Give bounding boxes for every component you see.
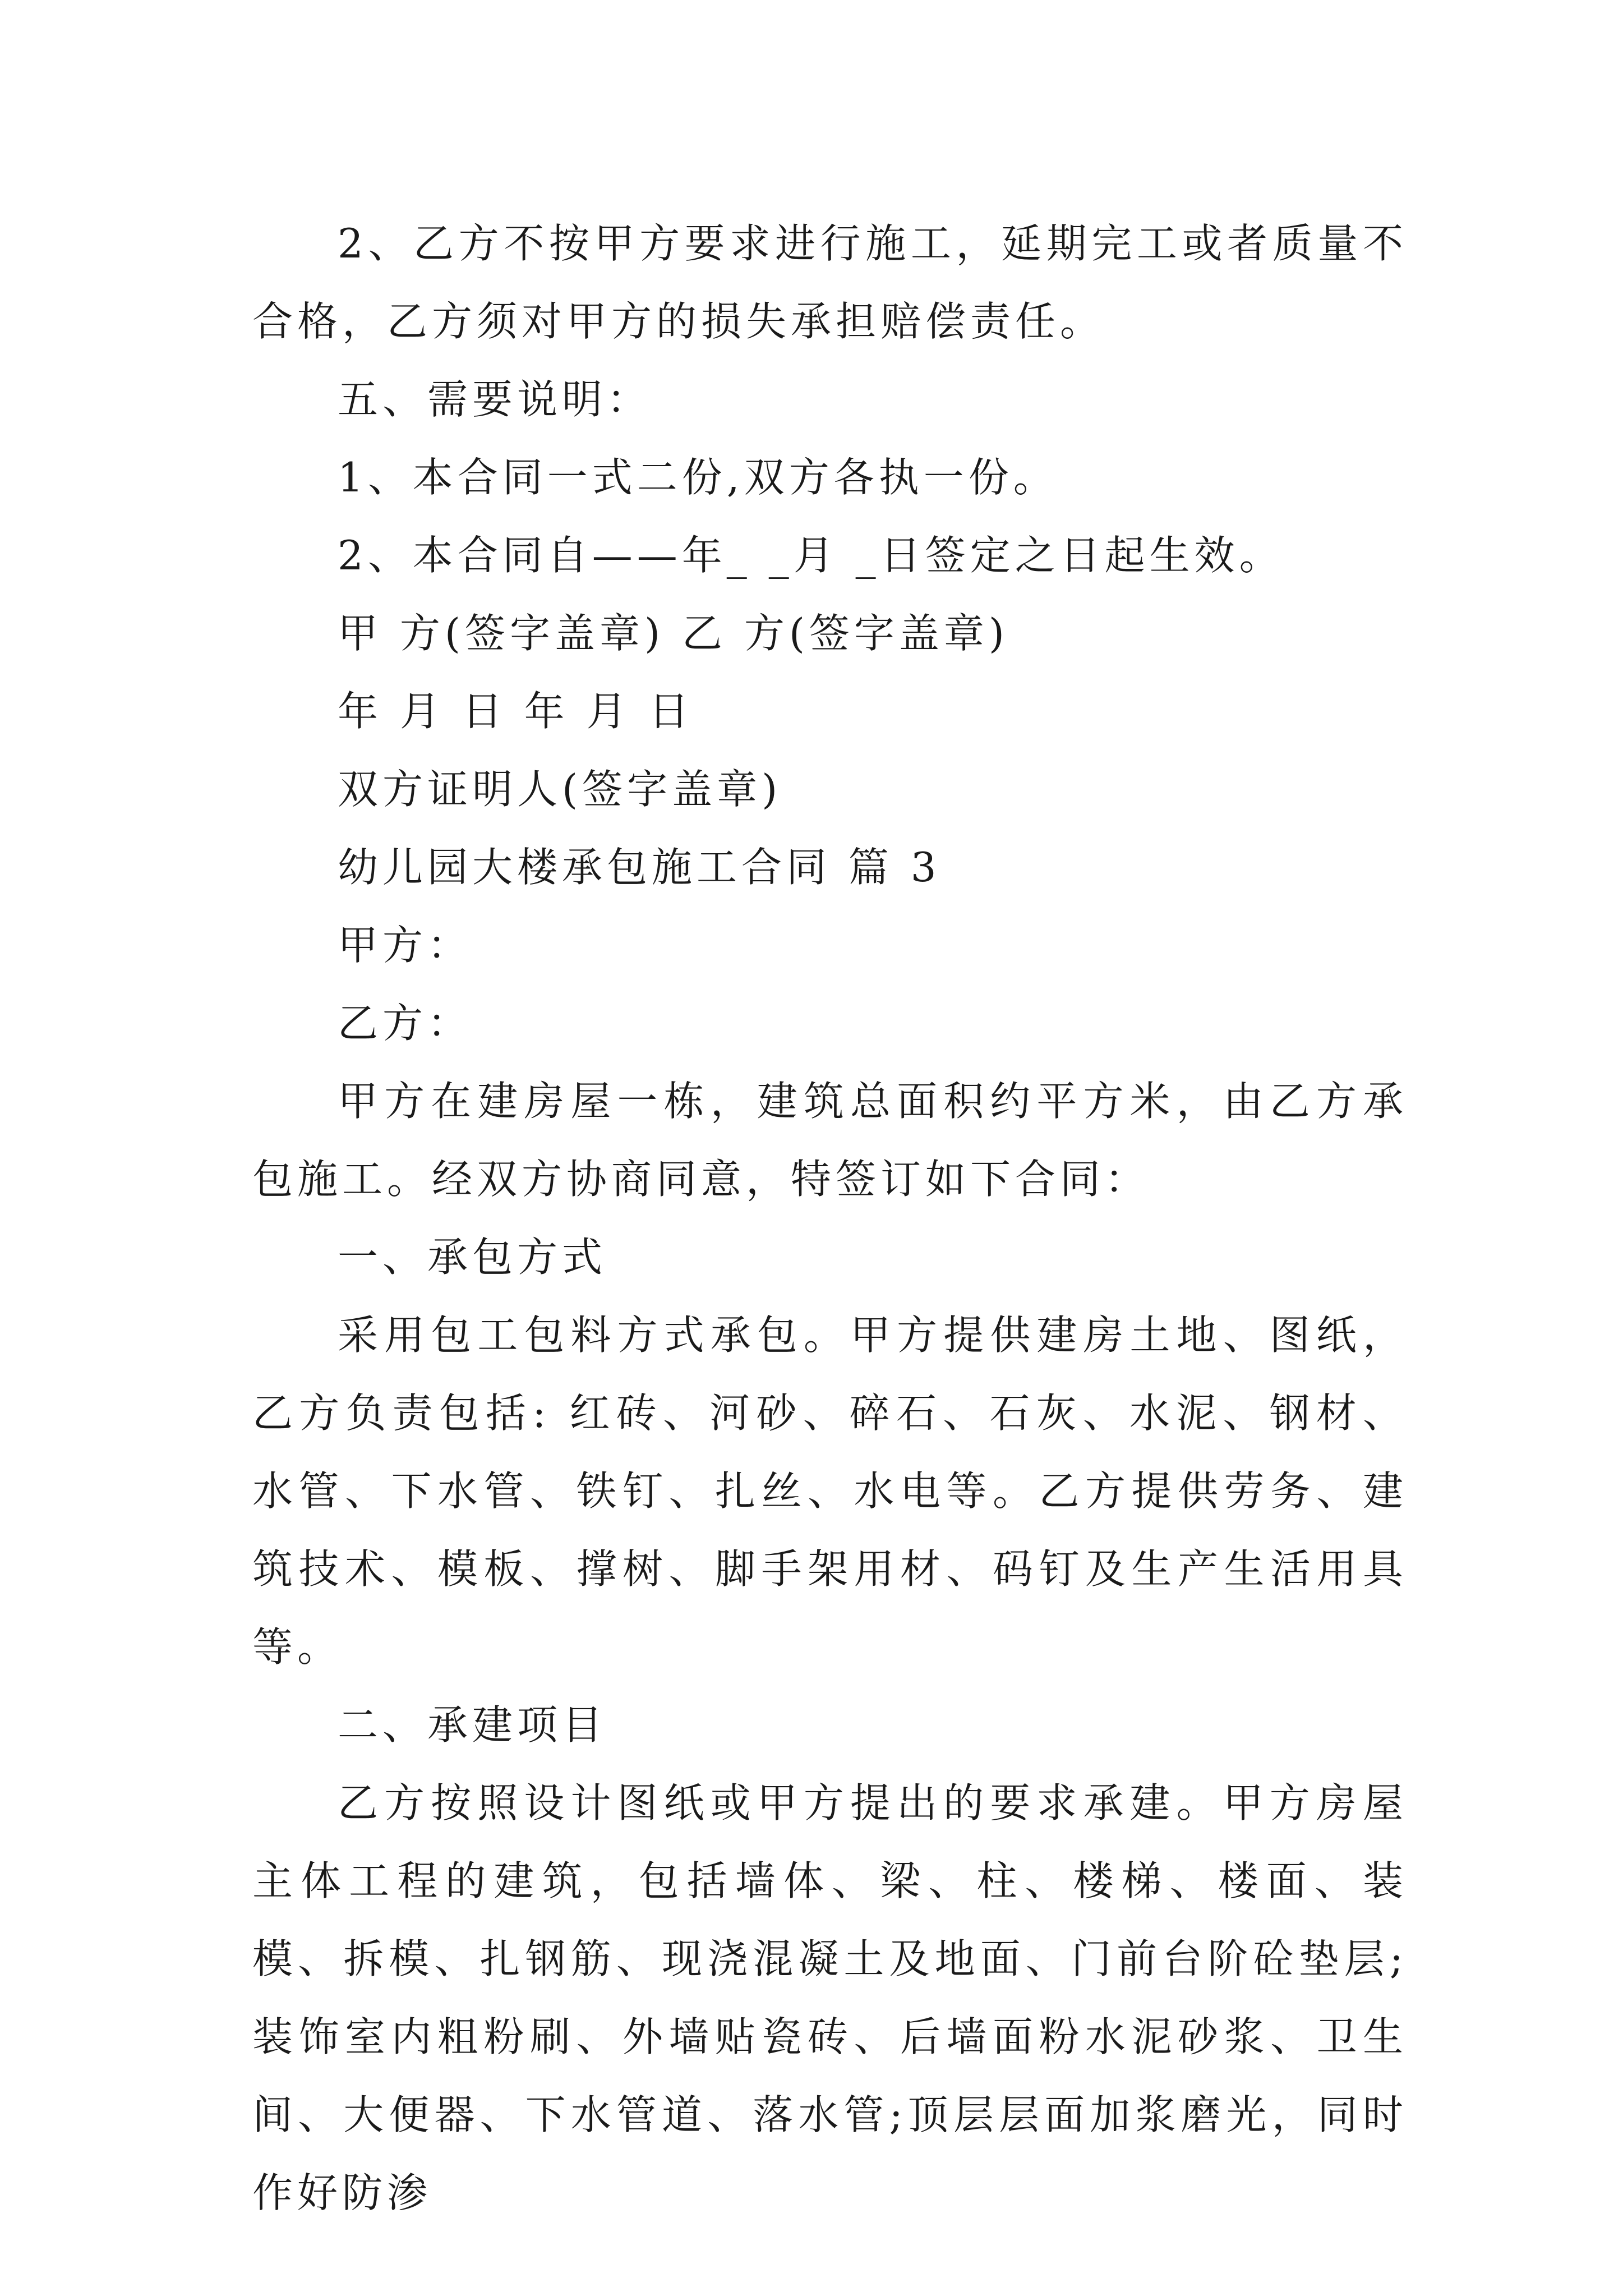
heading-section-5: 五、需要说明： <box>338 376 652 423</box>
paragraph-preamble: 甲方在建房屋一栋，建筑总面积约平方米，由乙方承包施工。经双方协商同意，特签订如下合同： <box>252 1078 1408 1203</box>
contract-title: 幼儿园大楼承包施工合同 篇 3 <box>338 844 941 891</box>
paragraph-effective-date: 2、本合同自——年_ _月 _日签定之日起生效。 <box>338 532 1284 579</box>
paragraph-construction-items: 乙方按照设计图纸或甲方提出的要求承建。甲方房屋主体工程的建筑，包括墙体、梁、柱、楼梯、楼面、装模、拆模、扎钢筋、现浇混凝土及地面、门前台阶砼垫层;装饰室内粗粉刷、外墙贴瓷砖、后墙面粉水泥砂浆、卫生间、大便器、下水管道、落水管;顶层层面加浆磨光，同时作好防渗 <box>252 1779 1408 2216</box>
signature-date-line: 年 月 日 年 月 日 <box>338 688 694 735</box>
signature-parties-line: 甲 方(签字盖章) 乙 方(签字盖章) <box>338 610 1009 657</box>
paragraph-copies: 1、本合同一式二份,双方各执一份。 <box>338 454 1058 501</box>
heading-section-1: 一、承包方式 <box>338 1234 607 1281</box>
paragraph-contract-method: 采用包工包料方式承包。甲方提供建房土地、图纸，乙方负责包括: 红砖、河砂、碎石、石灰、水泥、钢材、水管、下水管、铁钉、扎丝、水电等。乙方提供劳务、建筑技术、模板、撑树、脚手架用材、码钉及生产生活用具等。 <box>252 1312 1408 1671</box>
heading-section-2: 二、承建项目 <box>338 1701 607 1749</box>
paragraph-compensation-clause: 2、乙方不按甲方要求进行施工，延期完工或者质量不合格，乙方须对甲方的损失承担赔偿责任。 <box>252 220 1408 345</box>
party-a-line: 甲方： <box>338 922 473 969</box>
document-body <box>252 205 1408 2232</box>
party-b-line: 乙方： <box>338 1000 473 1047</box>
witness-line: 双方证明人(签字盖章) <box>338 766 782 813</box>
